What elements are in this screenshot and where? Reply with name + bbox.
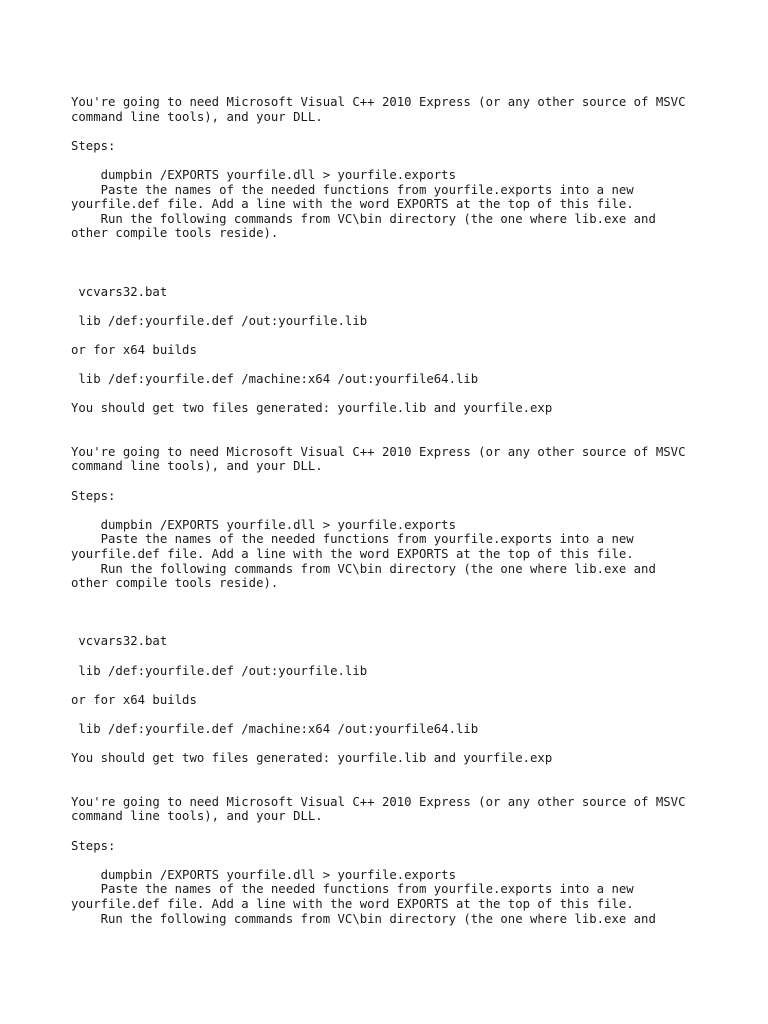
command-lib-x64: lib /def:yourfile.def /machine:x64 /out:yourfile64.lib <box>71 721 479 736</box>
steps-list: dumpbin /EXPORTS yourfile.dll > yourfile.exports Paste the names of the needed functions from yourfile.exports into a new yourfile.def file. Add a line with the word EXPORTS at the top of this file. Run the following commands from VC\bin directory (the one where lib.exe and other compile tools reside). <box>71 517 656 591</box>
x64-note: or for x64 builds <box>71 342 197 357</box>
steps-label: Steps: <box>71 488 116 503</box>
command-vcvars: vcvars32.bat <box>71 634 168 649</box>
instruction-block <box>71 795 751 926</box>
instruction-block <box>71 95 751 416</box>
command-vcvars: vcvars32.bat <box>71 284 168 299</box>
command-lib: lib /def:yourfile.def /out:yourfile.lib <box>71 313 368 328</box>
intro-paragraph: You're going to need Microsoft Visual C++ 2010 Express (or any other source of MSVC command line tools), and your DLL. <box>71 95 686 124</box>
steps-label: Steps: <box>71 838 116 853</box>
result-paragraph: You should get two files generated: yourfile.lib and yourfile.exp <box>71 401 553 416</box>
x64-note: or for x64 builds <box>71 692 197 707</box>
instruction-block <box>71 445 751 766</box>
intro-paragraph: You're going to need Microsoft Visual C++ 2010 Express (or any other source of MSVC command line tools), and your DLL. <box>71 444 686 474</box>
result-paragraph: You should get two files generated: yourfile.lib and yourfile.exp <box>71 751 553 766</box>
steps-list: dumpbin /EXPORTS yourfile.dll > yourfile.exports Paste the names of the needed functions from yourfile.exports into a new yourfile.def file. Add a line with the word EXPORTS at the top of this file. Run the following commands from VC\bin directory (the one where lib.exe and other compile tools reside). <box>71 167 656 241</box>
command-lib: lib /def:yourfile.def /out:yourfile.lib <box>71 663 368 678</box>
command-lib-x64: lib /def:yourfile.def /machine:x64 /out:yourfile64.lib <box>71 372 479 387</box>
steps-label: Steps: <box>71 138 116 153</box>
document-page <box>71 95 751 926</box>
intro-paragraph: You're going to need Microsoft Visual C++ 2010 Express (or any other source of MSVC command line tools), and your DLL. <box>71 794 686 824</box>
steps-list: dumpbin /EXPORTS yourfile.dll > yourfile.exports Paste the names of the needed functions from yourfile.exports into a new yourfile.def file. Add a line with the word EXPORTS at the top of this file. Run the following commands from VC\bin directory (the one where lib.exe and <box>71 867 656 926</box>
